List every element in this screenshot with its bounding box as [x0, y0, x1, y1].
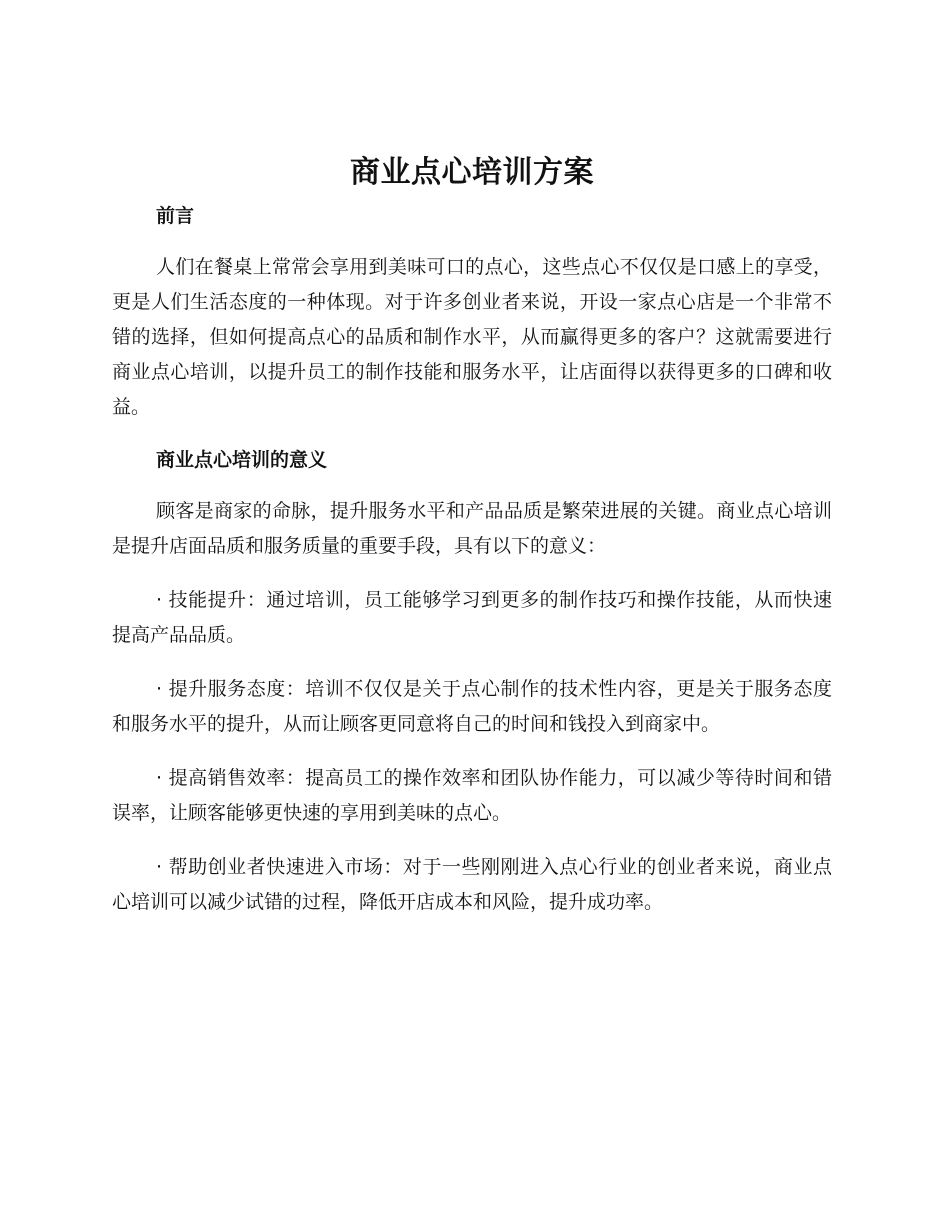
- preface-paragraph: 人们在餐桌上常常会享用到美味可口的点心，这些点心不仅仅是口感上的享受，更是人们生活态度的一种体现。对于许多创业者来说，开设一家点心店是一个非常不错的选择，但如何提高点心的品质和制作水平，从而赢得更多的客户？这就需要进行商业点心培训，以提升员工的制作技能和服务水平，让店面得以获得更多的口碑和收益。: [112, 256, 832, 418]
- section-heading-preface: 前言: [156, 205, 195, 227]
- bullet-entrepreneur-market-entry: · 帮助创业者快速进入市场：对于一些刚刚进入点心行业的创业者来说，商业点心培训可以减少试错的过程，降低开店成本和风险，提升成功率。: [112, 856, 832, 913]
- bullet-sales-efficiency: · 提高销售效率：提高员工的操作效率和团队协作能力，可以减少等待时间和错误率，让顾客能够更快速的享用到美味的点心。: [112, 767, 832, 824]
- document-body: [112, 150, 832, 939]
- section-heading-significance: 商业点心培训的意义: [156, 449, 328, 471]
- significance-intro-paragraph: 顾客是商家的命脉，提升服务水平和产品品质是繁荣进展的关键。商业点心培训是提升店面品质和服务质量的重要手段，具有以下的意义：: [112, 500, 832, 557]
- bullet-service-attitude: · 提升服务态度：培训不仅仅是关于点心制作的技术性内容，更是关于服务态度和服务水平的提升，从而让顾客更同意将自己的时间和钱投入到商家中。: [112, 678, 832, 735]
- bullet-skill-improvement: · 技能提升：通过培训，员工能够学习到更多的制作技巧和操作技能，从而快速提高产品品质。: [112, 589, 832, 646]
- page-title: 商业点心培训方案: [350, 155, 594, 190]
